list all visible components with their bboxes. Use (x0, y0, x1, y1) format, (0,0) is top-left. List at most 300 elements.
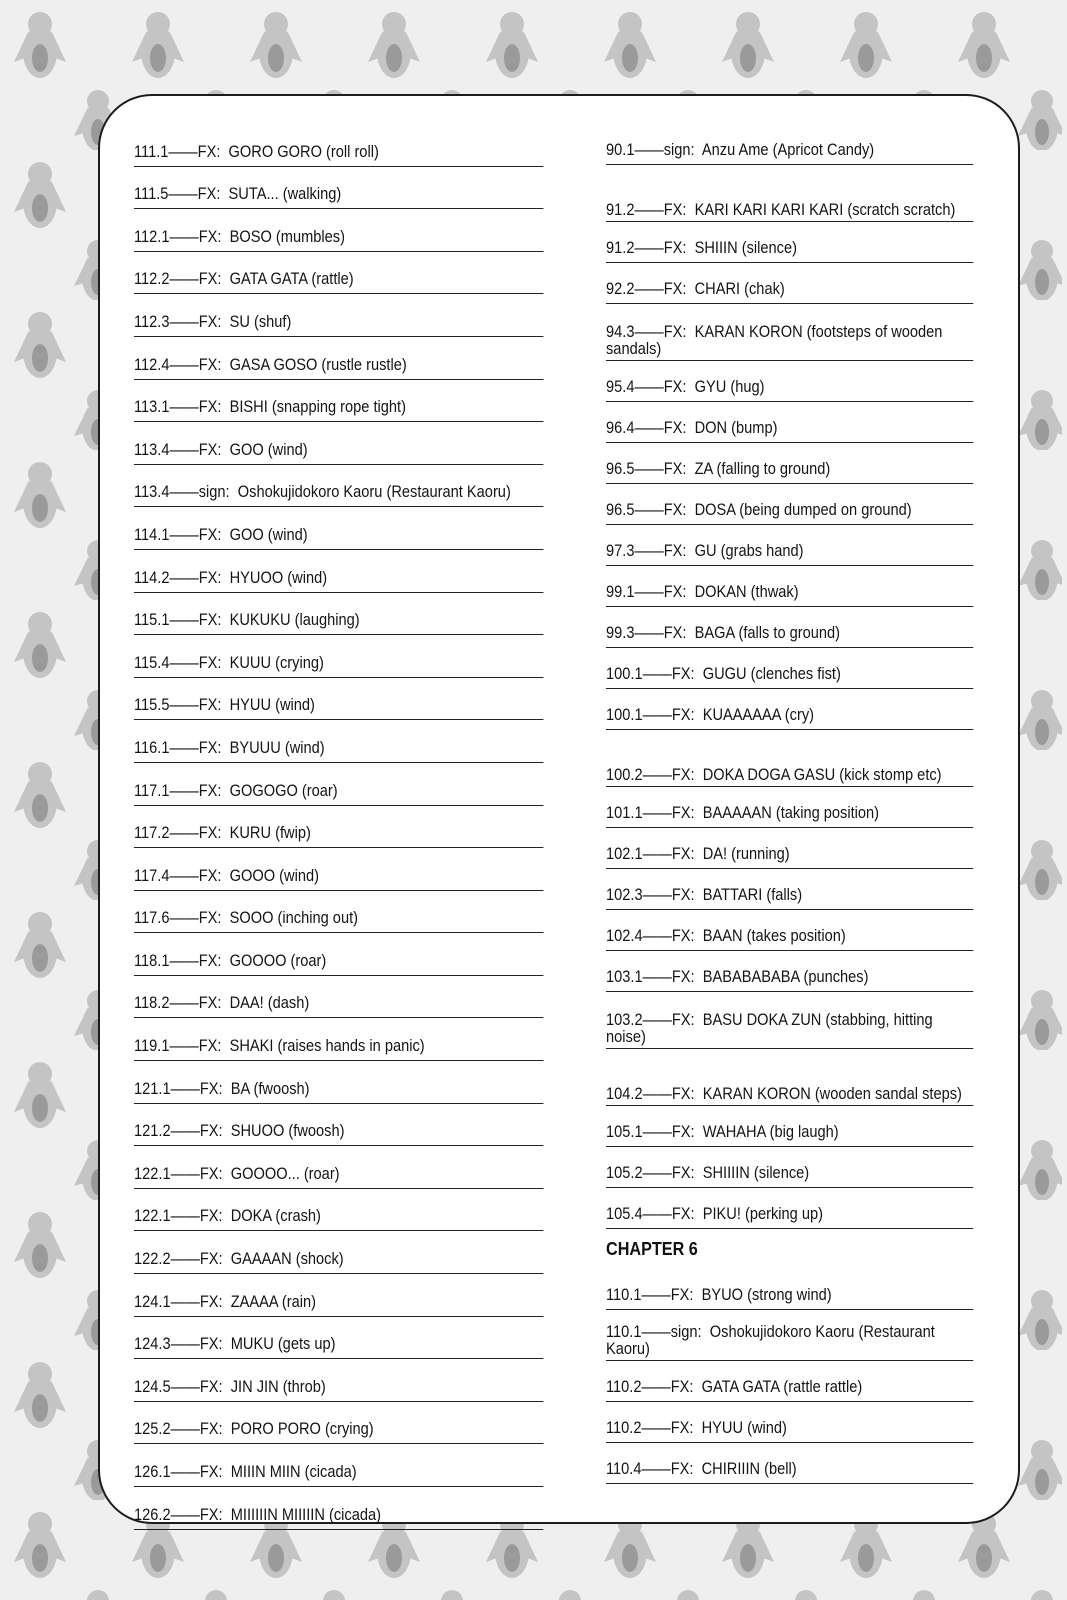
entry-text: 96.5——FX: ZA (falling to ground) (606, 459, 831, 478)
sound-effect-entry (606, 1310, 973, 1361)
entry-ref: 110.2 (606, 1377, 642, 1396)
entry-type: FX: (199, 1504, 223, 1524)
left-column (134, 124, 544, 1530)
entry-text: 101.1——FX: BAAAAAN (taking position) (606, 803, 880, 822)
sound-effect-entry (606, 1443, 973, 1484)
entry-type: FX: (671, 1084, 695, 1103)
sound-effect-entry (606, 607, 973, 648)
entry-ref: 117.4 (134, 865, 170, 885)
sound-effect-entry (606, 689, 973, 730)
entry-ref: 115.1 (134, 610, 170, 630)
entry-type: FX: (663, 238, 687, 257)
entry-description: KARI KARI KARI KARI (scratch scratch) (694, 200, 956, 219)
entry-type: FX: (663, 377, 687, 396)
entry-type: FX: (671, 1204, 695, 1223)
entry-description: DON (bump) (694, 418, 778, 437)
sound-effect-entry (606, 951, 973, 992)
entry-ref: 114.1 (134, 524, 170, 544)
entry-type: FX: (671, 1163, 695, 1182)
entry-description: DOKA (crash) (230, 1206, 321, 1226)
entry-text: 96.4——FX: DON (bump) (606, 418, 778, 437)
sound-effect-entry (134, 1018, 543, 1061)
entry-text: 125.2——FX: PORO PORO (crying) (134, 1419, 374, 1439)
sound-effect-entry (606, 1402, 973, 1443)
entry-ref: 124.1 (134, 1291, 171, 1311)
entry-ref: 91.2 (606, 200, 635, 219)
entry-description: KARAN KORON (footsteps of wooden sandals) (606, 322, 943, 358)
entry-description: Oshokujidokoro Kaoru (Restaurant Kaoru) (237, 482, 511, 502)
entry-ref: 99.3 (606, 623, 635, 642)
entry-type: FX: (670, 1459, 694, 1478)
sound-effect-entry (606, 222, 973, 263)
entry-ref: 121.2 (134, 1121, 171, 1141)
entry-description: SHIIIN (silence) (694, 238, 797, 257)
entry-description: GOOO (wind) (229, 865, 319, 885)
entry-description: SHIIIIN (silence) (702, 1163, 810, 1182)
entry-description: BASU DOKA ZUN (stabbing, hitting noise) (606, 1010, 933, 1046)
entry-text: 97.3——FX: GU (grabs hand) (606, 541, 804, 560)
sound-effect-entry (134, 252, 543, 295)
entry-type: FX: (663, 459, 687, 478)
entry-ref: 95.4 (606, 377, 635, 396)
entry-type: FX: (198, 226, 222, 246)
entry-description: KUKUKU (laughing) (229, 610, 360, 630)
entry-text: 122.1——FX: DOKA (crash) (134, 1206, 321, 1226)
entry-type: FX: (663, 200, 687, 219)
entry-description: PIKU! (perking up) (702, 1204, 823, 1223)
entry-text: 113.1——FX: BISHI (snapping rope tight) (134, 397, 406, 417)
entry-description: BYUUU (wind) (229, 737, 325, 757)
sound-effect-entry (134, 550, 543, 593)
entry-text: 124.3——FX: MUKU (gets up) (134, 1334, 336, 1354)
entry-ref: 103.1 (606, 967, 643, 986)
entry-type: FX: (198, 950, 222, 970)
entry-ref: 100.1 (606, 664, 643, 683)
entry-description: DOSA (being dumped on ground) (694, 500, 912, 519)
entry-ref: 96.4 (606, 418, 635, 437)
entry-description: SUTA... (walking) (228, 184, 342, 204)
entry-type: FX: (198, 269, 222, 289)
entry-ref: 96.5 (606, 459, 635, 478)
entry-text: 115.4——FX: KUUU (crying) (134, 652, 324, 672)
entry-type: FX: (671, 765, 695, 784)
entry-ref: 110.4 (606, 1459, 642, 1478)
entry-ref: 113.4 (134, 482, 170, 502)
entry-description: GATA GATA (rattle) (229, 269, 354, 289)
entry-text: 117.1——FX: GOGOGO (roar) (134, 780, 338, 800)
entry-ref: 115.4 (134, 652, 170, 672)
sound-effect-entry (134, 1189, 543, 1232)
sound-effect-entry (134, 294, 543, 337)
entry-description: SHUOO (fwoosh) (230, 1121, 345, 1141)
entry-text: 118.1——FX: GOOOO (roar) (134, 950, 327, 970)
entry-text: 99.1——FX: DOKAN (thwak) (606, 582, 799, 601)
entry-text: 102.1——FX: DA! (running) (606, 844, 790, 863)
entry-ref: 124.5 (134, 1376, 171, 1396)
entry-description: ZAAAA (rain) (230, 1291, 317, 1311)
entry-description: GATA GATA (rattle rattle) (701, 1377, 863, 1396)
entry-type: FX: (198, 1036, 222, 1056)
sound-effect-entry (134, 678, 543, 721)
sound-effect-entry (134, 1061, 543, 1104)
entry-description: WAHAHA (big laugh) (702, 1122, 839, 1141)
entry-ref: 112.2 (134, 269, 170, 289)
entry-description: BABABABABA (punches) (702, 967, 869, 986)
entry-ref: 105.2 (606, 1163, 643, 1182)
sound-effect-entry (134, 1402, 543, 1445)
entry-type: FX: (671, 885, 695, 904)
entry-ref: 122.1 (134, 1206, 171, 1226)
entry-description: CHARI (chak) (694, 279, 785, 298)
entry-type: FX: (199, 1376, 223, 1396)
entry-text: 114.2——FX: HYUOO (wind) (134, 567, 328, 587)
entry-text: 112.2——FX: GATA GATA (rattle) (134, 269, 354, 289)
entry-text: 92.2——FX: CHARI (chak) (606, 279, 785, 298)
entry-text: 100.1——FX: KUAAAAAA (cry) (606, 705, 815, 724)
sound-effect-entry (134, 1274, 543, 1317)
entry-description: ZA (falling to ground) (694, 459, 831, 478)
entry-type: FX: (670, 1377, 694, 1396)
entry-description: GORO GORO (roll roll) (228, 141, 379, 161)
entry-ref: 105.1 (606, 1122, 643, 1141)
entry-type: FX: (663, 582, 687, 601)
entry-ref: 101.1 (606, 803, 643, 822)
entry-ref: 103.2 (606, 1010, 643, 1029)
sound-effect-entry (134, 167, 543, 210)
sound-effect-entry (134, 1487, 543, 1530)
entry-description: BOSO (mumbles) (229, 226, 345, 246)
entry-type: FX: (197, 141, 221, 161)
sound-effect-entry (606, 828, 973, 869)
entry-type: FX: (663, 623, 687, 642)
entry-text: 126.1——FX: MIIIN MIIN (cicada) (134, 1462, 357, 1481)
entry-description: CHIRIIIN (bell) (701, 1459, 797, 1478)
entry-type: FX: (198, 354, 222, 374)
sound-effect-entry (606, 1106, 973, 1147)
entry-type: FX: (199, 1462, 223, 1481)
entry-text: 118.2——FX: DAA! (dash) (134, 993, 310, 1013)
entry-type: FX: (663, 322, 687, 341)
entry-type: FX: (671, 844, 695, 863)
entry-description: BISHI (snapping rope tight) (229, 397, 406, 417)
entry-ref: 119.1 (134, 1036, 170, 1056)
sound-effect-entry (134, 209, 543, 252)
entry-description: HYUU (wind) (701, 1418, 787, 1437)
entry-text: 94.3——FX: KARAN KORON (footsteps of wooden sandals) (606, 322, 943, 358)
entry-text: 110.2——FX: HYUU (wind) (606, 1418, 787, 1437)
entry-description: BYUO (strong wind) (701, 1285, 832, 1304)
entry-type: FX: (663, 500, 687, 519)
entry-ref: 121.1 (134, 1078, 171, 1098)
entry-text: 113.4——FX: GOO (wind) (134, 439, 308, 459)
entry-description: GOO (wind) (229, 439, 308, 459)
entry-type: FX: (198, 397, 222, 417)
entry-text: 102.3——FX: BATTARI (falls) (606, 885, 803, 904)
sound-effect-entry (606, 443, 973, 484)
entry-text: 100.1——FX: GUGU (clenches fist) (606, 664, 841, 683)
entry-text: 116.1——FX: BYUUU (wind) (134, 737, 325, 757)
sound-effect-entry (606, 361, 973, 402)
entry-description: DAA! (dash) (229, 993, 310, 1013)
entry-text: 124.5——FX: JIN JIN (throb) (134, 1376, 326, 1396)
sound-effect-entry (134, 1104, 543, 1147)
entry-ref: 122.1 (134, 1163, 171, 1183)
entry-type: FX: (198, 652, 222, 672)
sound-effect-entry (606, 648, 973, 689)
entry-text: 112.3——FX: SU (shuf) (134, 311, 292, 331)
entry-text: 112.1——FX: BOSO (mumbles) (134, 226, 345, 246)
entry-type: sign: (663, 140, 695, 159)
sound-effect-entry (606, 1049, 973, 1106)
entry-text: 126.2——FX: MIIIIIIN MIIIIIN (cicada) (134, 1504, 381, 1524)
entry-text: 99.3——FX: BAGA (falls to ground) (606, 623, 841, 642)
entry-text: 115.5——FX: HYUU (wind) (134, 695, 315, 715)
entry-text: 96.5——FX: DOSA (being dumped on ground) (606, 500, 912, 519)
entry-ref: 118.1 (134, 950, 170, 970)
entry-ref: 114.2 (134, 567, 170, 587)
sound-effect-entry (134, 422, 543, 465)
chapter-heading: CHAPTER 6 (606, 1239, 698, 1259)
entry-description: HYUU (wind) (229, 695, 315, 715)
entry-description: DA! (running) (702, 844, 790, 863)
entry-ref: 102.1 (606, 844, 643, 863)
entry-description: KUUU (crying) (229, 652, 324, 672)
entry-text: 110.1——FX: BYUO (strong wind) (606, 1285, 832, 1304)
sound-effect-entry (134, 337, 543, 380)
entry-type: FX: (199, 1163, 223, 1183)
sound-effect-entry (134, 933, 543, 976)
entry-description: GYU (hug) (694, 377, 765, 396)
sound-effect-entry (134, 763, 543, 806)
sound-effect-entry (606, 484, 973, 525)
entry-text: 122.1——FX: GOOOO... (roar) (134, 1163, 340, 1183)
entry-description: GU (grabs hand) (694, 541, 804, 560)
sound-effect-entry (606, 1188, 973, 1229)
entry-text: 122.2——FX: GAAAAN (shock) (134, 1249, 344, 1269)
entry-description: KARAN KORON (wooden sandal steps) (702, 1084, 962, 1103)
entry-type: FX: (671, 664, 695, 683)
entry-ref: 113.4 (134, 439, 170, 459)
entry-text: 102.4——FX: BAAN (takes position) (606, 926, 846, 945)
sound-effect-entry (606, 566, 973, 607)
entry-description: GOOOO... (roar) (230, 1163, 340, 1183)
entry-ref: 118.2 (134, 993, 170, 1013)
entry-ref: 102.3 (606, 885, 643, 904)
sound-effect-entry (134, 848, 543, 891)
entry-ref: 90.1 (606, 140, 635, 159)
entry-ref: 125.2 (134, 1419, 171, 1439)
sound-effect-entry (606, 402, 973, 443)
entry-ref: 110.2 (606, 1418, 642, 1437)
entry-type: sign: (198, 482, 230, 502)
entry-ref: 105.4 (606, 1204, 643, 1223)
entry-description: JIN JIN (throb) (230, 1376, 326, 1396)
entry-text: 119.1——FX: SHAKI (raises hands in panic) (134, 1036, 425, 1056)
entry-ref: 91.2 (606, 238, 635, 257)
entry-description: GUGU (clenches fist) (702, 664, 841, 683)
entry-ref: 116.1 (134, 737, 170, 757)
entry-ref: 102.4 (606, 926, 643, 945)
entry-type: FX: (671, 1010, 695, 1029)
sound-effect-entry (606, 165, 973, 222)
entry-description: BAGA (falls to ground) (694, 623, 841, 642)
entry-text: 117.6——FX: SOOO (inching out) (134, 908, 359, 928)
entry-text: 115.1——FX: KUKUKU (laughing) (134, 610, 360, 630)
entry-type: FX: (663, 418, 687, 437)
entry-ref: 110.1 (606, 1322, 642, 1341)
sound-effect-entry (606, 124, 973, 165)
entry-description: GAAAAN (shock) (230, 1249, 344, 1269)
entry-text: 110.4——FX: CHIRIIIN (bell) (606, 1459, 797, 1478)
entry-type: FX: (671, 705, 695, 724)
entry-description: GOOOO (roar) (229, 950, 327, 970)
entry-ref: 112.4 (134, 354, 170, 374)
sound-effect-entry (606, 910, 973, 951)
entry-text: 100.2——FX: DOKA DOGA GASU (kick stomp etc) (606, 765, 942, 784)
sound-effect-entry (134, 1146, 543, 1189)
entry-type: FX: (671, 803, 695, 822)
entry-text: 90.1——sign: Anzu Ame (Apricot Candy) (606, 140, 875, 159)
entry-text: 113.4——sign: Oshokujidokoro Kaoru (Restaurant Kaoru) (134, 482, 511, 502)
entry-ref: 124.3 (134, 1334, 171, 1354)
entry-type: FX: (198, 865, 222, 885)
sound-effect-entry (606, 1269, 973, 1310)
entry-ref: 117.2 (134, 823, 170, 843)
entry-type: FX: (197, 184, 221, 204)
entry-type: FX: (671, 1122, 695, 1141)
entry-description: DOKA DOGA GASU (kick stomp etc) (702, 765, 942, 784)
entry-text: 105.4——FX: PIKU! (perking up) (606, 1204, 823, 1223)
entry-text: 111.1——FX: GORO GORO (roll roll) (134, 141, 379, 161)
entry-ref: 111.1 (134, 141, 169, 161)
sound-effect-entry (606, 869, 973, 910)
entry-type: FX: (198, 567, 222, 587)
entry-ref: 126.2 (134, 1504, 171, 1524)
entry-ref: 97.3 (606, 541, 635, 560)
entry-ref: 99.1 (606, 582, 635, 601)
sound-effect-entry (134, 976, 543, 1019)
entry-ref: 100.1 (606, 705, 643, 724)
sound-effect-entry (134, 507, 543, 550)
entry-description: GOGOGO (roar) (229, 780, 338, 800)
entry-ref: 117.6 (134, 908, 170, 928)
entry-type: FX: (670, 1418, 694, 1437)
sound-effect-entry (606, 787, 973, 828)
sound-effect-entry (134, 380, 543, 423)
entry-ref: 113.1 (134, 397, 170, 417)
entry-text: 91.2——FX: SHIIIN (silence) (606, 238, 797, 257)
entry-text: 103.1——FX: BABABABABA (punches) (606, 967, 869, 986)
entry-description: SU (shuf) (229, 311, 292, 331)
entry-type: FX: (198, 780, 222, 800)
sound-effect-entry (606, 1361, 973, 1402)
sound-effect-entry (606, 1147, 973, 1188)
entry-description: PORO PORO (crying) (230, 1419, 374, 1439)
entry-type: FX: (198, 737, 222, 757)
entry-description: BA (fwoosh) (230, 1078, 310, 1098)
entry-text: 91.2——FX: KARI KARI KARI KARI (scratch scratch) (606, 200, 956, 219)
entry-type: FX: (199, 1206, 223, 1226)
entry-description: Anzu Ame (Apricot Candy) (701, 140, 875, 159)
entry-text: 117.2——FX: KURU (fwip) (134, 823, 311, 843)
entry-type: FX: (199, 1291, 223, 1311)
entry-type: FX: (198, 908, 222, 928)
entry-type: FX: (199, 1121, 223, 1141)
sound-effect-entry (606, 730, 973, 787)
entry-ref: 100.2 (606, 765, 643, 784)
entry-type: FX: (671, 926, 695, 945)
entry-text: 117.4——FX: GOOO (wind) (134, 865, 319, 885)
entry-description: BAAN (takes position) (702, 926, 846, 945)
entry-description: KURU (fwip) (229, 823, 311, 843)
entry-ref: 122.2 (134, 1249, 171, 1269)
sound-effect-entry (134, 465, 543, 508)
sound-effect-entry (134, 593, 543, 636)
entry-description: MUKU (gets up) (230, 1334, 336, 1354)
entry-type: FX: (198, 823, 222, 843)
entry-type: FX: (198, 524, 222, 544)
entry-description: Oshokujidokoro Kaoru (Restaurant Kaoru) (606, 1322, 935, 1358)
entry-type: FX: (198, 695, 222, 715)
entry-ref: 110.1 (606, 1285, 642, 1304)
entry-description: MIIIIIIN MIIIIIN (cicada) (230, 1504, 381, 1524)
entry-ref: 111.5 (134, 184, 169, 204)
entry-ref: 96.5 (606, 500, 635, 519)
sound-effect-entry (606, 525, 973, 566)
entry-type: FX: (671, 967, 695, 986)
entry-description: SHAKI (raises hands in panic) (229, 1036, 425, 1056)
sound-effect-entry (606, 263, 973, 304)
sound-effect-entry (134, 1231, 543, 1274)
entry-type: FX: (199, 1078, 223, 1098)
entry-text: 110.2——FX: GATA GATA (rattle rattle) (606, 1377, 863, 1396)
entry-description: DOKAN (thwak) (694, 582, 799, 601)
entry-type: FX: (199, 1249, 223, 1269)
entry-ref: 117.1 (134, 780, 170, 800)
entry-type: FX: (199, 1334, 223, 1354)
entry-ref: 115.5 (134, 695, 170, 715)
sound-effect-entry (134, 124, 543, 167)
sound-effect-entry (606, 304, 973, 361)
entry-text: 95.4——FX: GYU (hug) (606, 377, 765, 396)
entry-description: GOO (wind) (229, 524, 308, 544)
sound-effect-entry (134, 1317, 543, 1360)
entry-text: 121.1——FX: BA (fwoosh) (134, 1078, 310, 1098)
entry-description: HYUOO (wind) (229, 567, 328, 587)
entry-text: 103.2——FX: BASU DOKA ZUN (stabbing, hitting noise) (606, 1010, 933, 1046)
entry-description: KUAAAAAA (cry) (702, 705, 815, 724)
entry-text: 110.1——sign: Oshokujidokoro Kaoru (Restaurant Kaoru) (606, 1322, 935, 1358)
entry-type: FX: (663, 541, 687, 560)
sound-effect-entry (134, 891, 543, 934)
entry-text: 124.1——FX: ZAAAA (rain) (134, 1291, 317, 1311)
entry-type: FX: (199, 1419, 223, 1439)
sound-effect-entry (134, 1359, 543, 1402)
entry-description: BAAAAAN (taking position) (702, 803, 880, 822)
entry-text: 121.2——FX: SHUOO (fwoosh) (134, 1121, 345, 1141)
sound-effect-entry (606, 992, 973, 1049)
entry-description: GASA GOSO (rustle rustle) (229, 354, 407, 374)
entry-type: FX: (198, 610, 222, 630)
entry-ref: 112.3 (134, 311, 170, 331)
entry-text: 105.1——FX: WAHAHA (big laugh) (606, 1122, 839, 1141)
entry-ref: 92.2 (606, 279, 635, 298)
entry-text: 105.2——FX: SHIIIIN (silence) (606, 1163, 810, 1182)
entry-description: BATTARI (falls) (702, 885, 803, 904)
entry-type: FX: (670, 1285, 694, 1304)
entry-ref: 94.3 (606, 322, 635, 341)
entry-text: 111.5——FX: SUTA... (walking) (134, 184, 342, 204)
